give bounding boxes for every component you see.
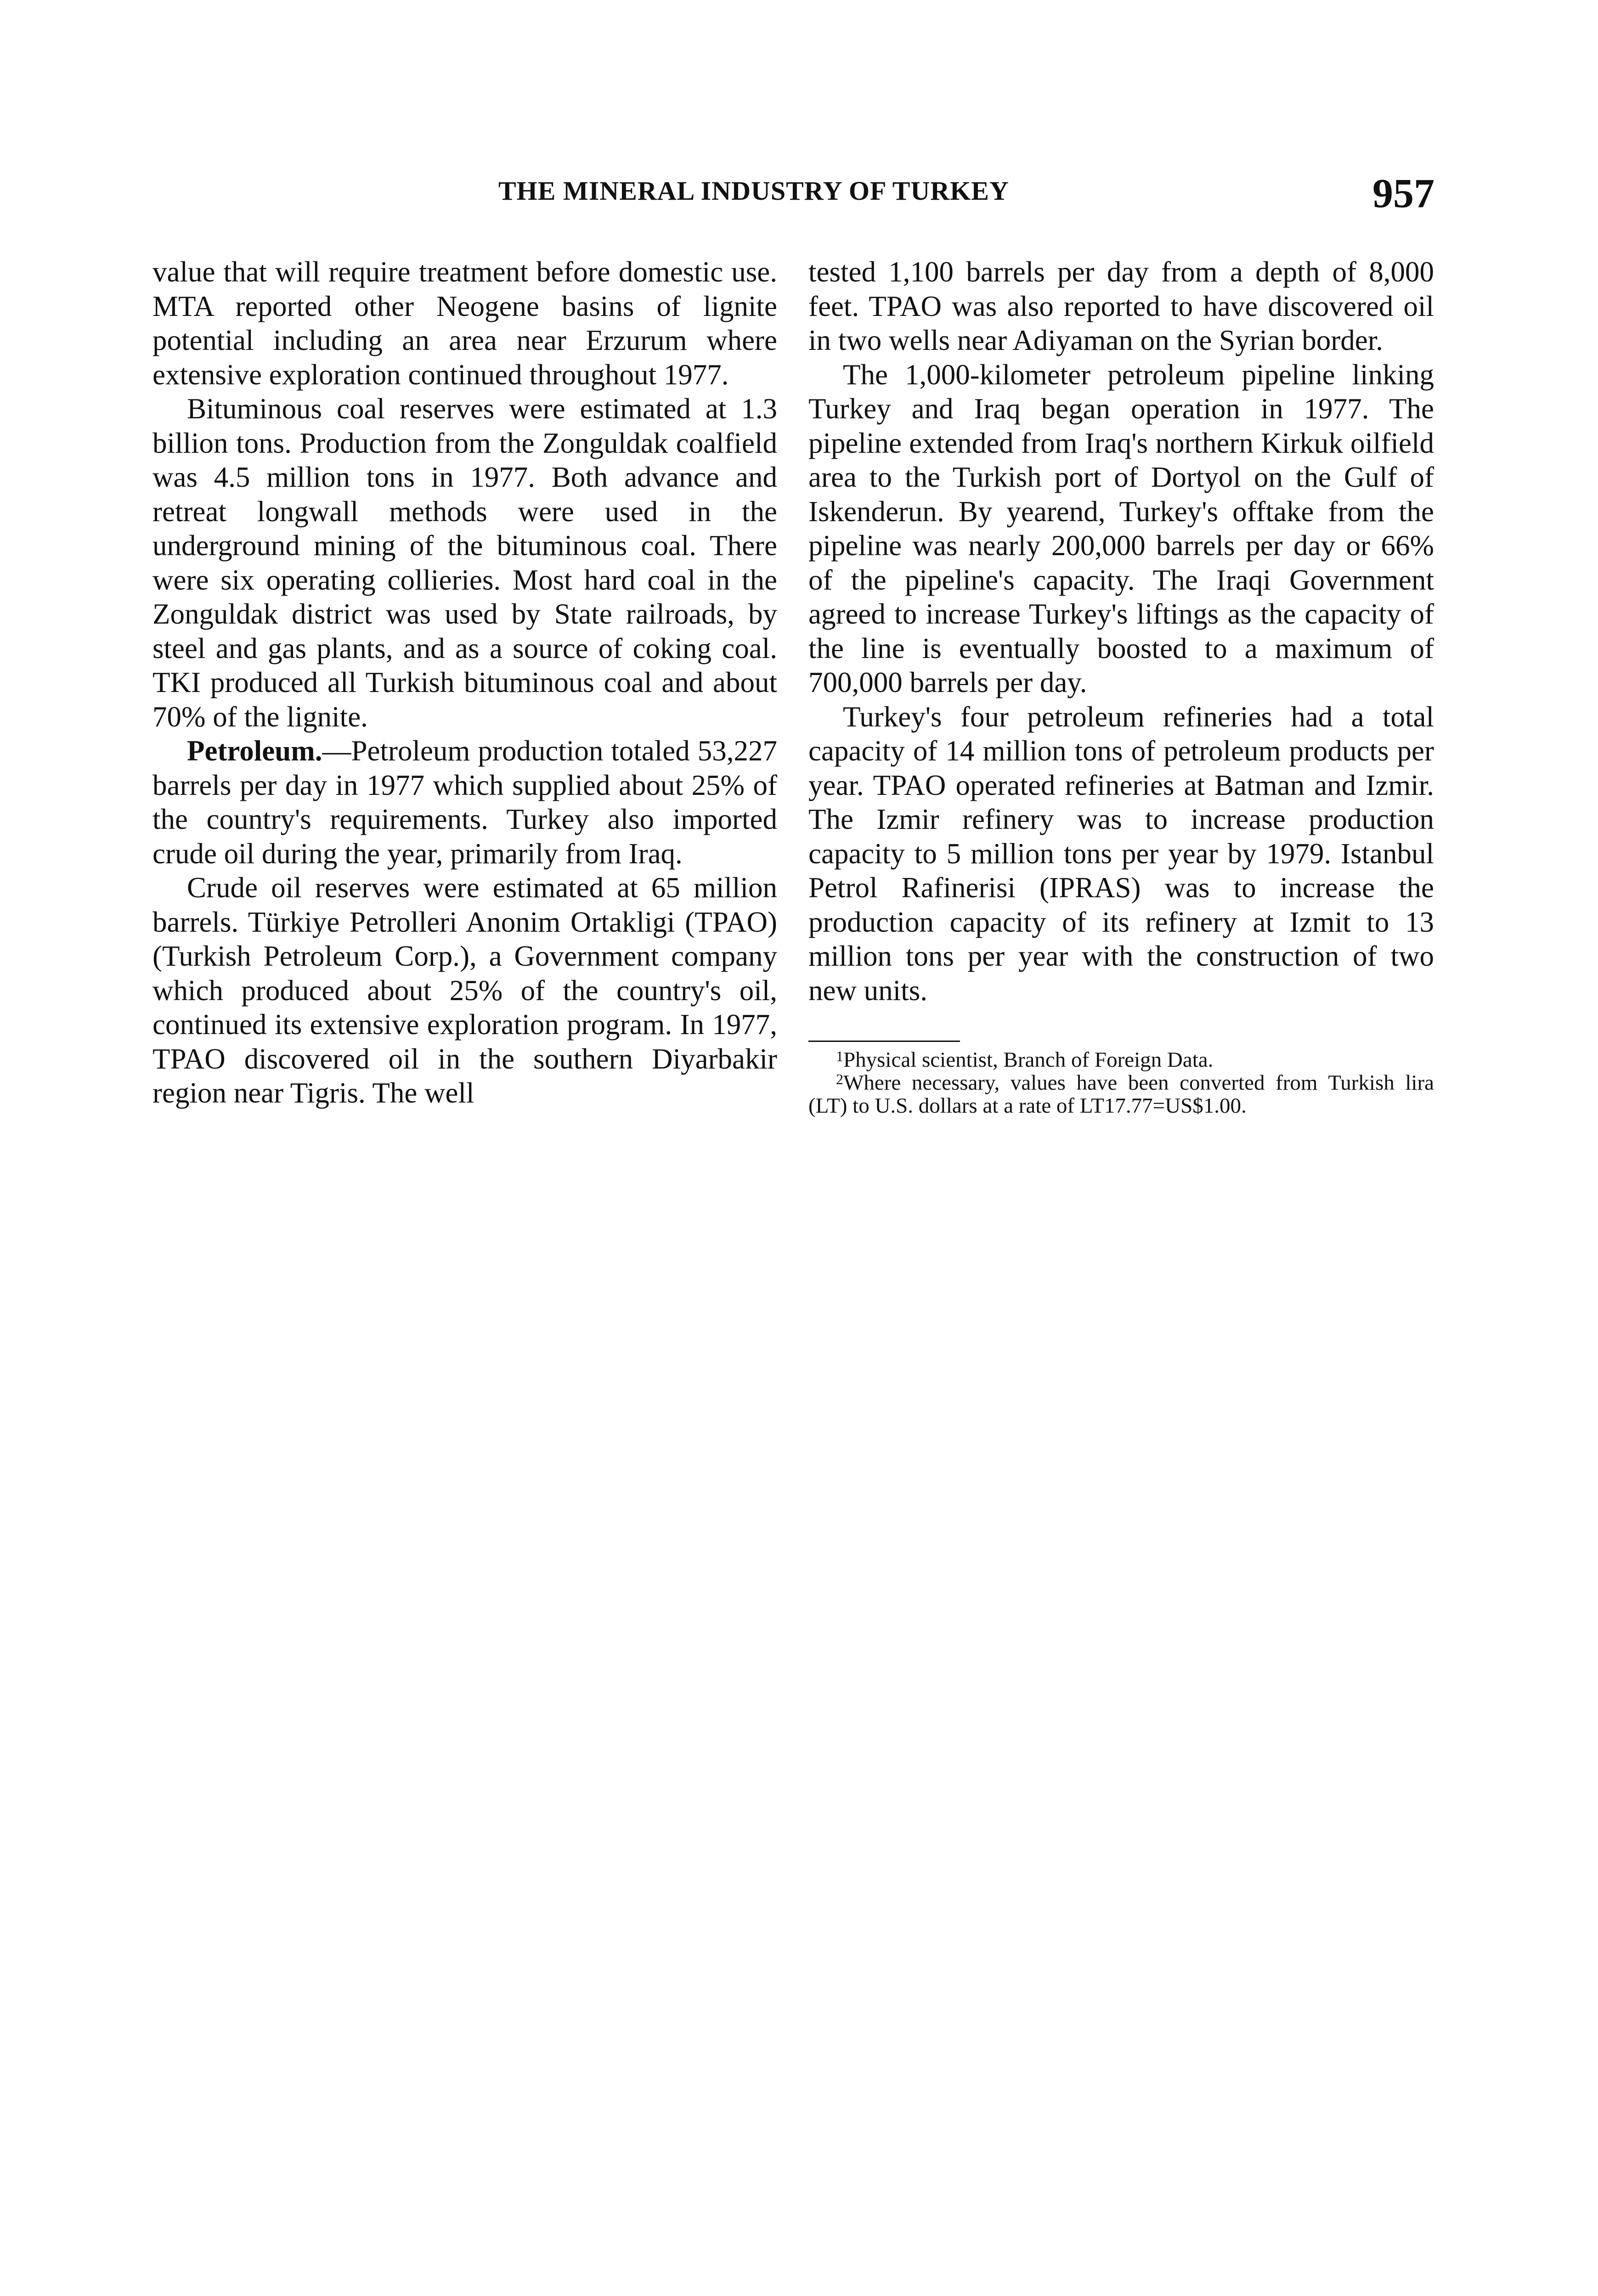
footnote-2 [808,1071,1434,1117]
footnote-text: Where necessary, values have been converted from Turkish lira (LT) to U.S. dollars at a rate of LT17.77=US$1.00. [808,1071,1434,1118]
footnote-1 [808,1048,1434,1071]
footnote-text: Physical scientist, Branch of Foreign Data. [843,1048,1214,1072]
paragraph-crude-oil-reserves: Crude oil reserves were estimated at 65 million barrels. Türkiye Petrolleri Anonim Ortakligi (TPAO) (Turkish Petroleum Corp.), a Government company which produced about 25% of the country's oil, continued its extensive exploration program. In 1977, TPAO discovered oil in the southern Diyarbakir region near Tigris. The well [152,872,777,1109]
paragraph-bituminous-coal: Bituminous coal reserves were estimated at 1.3 billion tons. Production from the Zonguldak coalfield was 4.5 million tons in 1977. Both advance and retreat longwall methods were used in the underground mining of the bituminous coal. There were six operating collieries. Most hard coal in the Zonguldak district was used by State railroads, by steel and gas plants, and as a source of coking coal. TKI produced all Turkish bituminous coal and about 70% of the lignite. [152,393,777,733]
paragraph-refineries: Turkey's four petroleum refineries had a total capacity of 14 million tons of petroleum products per year. TPAO operated refineries at Batman and Izmir. The Izmir refinery was to increase production capacity to 5 million tons per year by 1979. Istanbul Petrol Rafinerisi (IPRAS) was to increase the production capacity of its refinery at Izmit to 13 million tons per year with the construction of two new units. [808,700,1434,1007]
left-column [152,255,777,1110]
section-heading-petroleum: Petroleum. [187,735,322,767]
paragraph-pipeline: The 1,000-kilometer petroleum pipeline linking Turkey and Iraq began operation in 1977. The pipeline extended from Iraq's northern Kirkuk oilfield area to the Turkish port of Dortyol on the Gulf of Iskenderun. By yearend, Turkey's offtake from the pipeline was nearly 200,000 barrels per day or 66% of the pipeline's capacity. The Iraqi Government agreed to increase Turkey's liftings as the capacity of the line is eventually boosted to a maximum of 700,000 barrels per day. [808,358,1434,698]
paragraph-petroleum [152,734,777,871]
footnote-marker: 1 [836,1048,843,1064]
footnote-rule [808,1041,960,1042]
paragraph-well-continued: tested 1,100 barrels per day from a depth of 8,000 feet. TPAO was also reported to have discovered oil in two wells near Adiyaman on the Syrian border. [808,256,1434,356]
footnotes [808,1048,1434,1117]
paragraph-lignite-continued: value that will require treatment before domestic use. MTA reported other Neogene basins of lignite potential including an area near Erzurum where extensive exploration continued throughout 1977. [152,256,777,391]
right-column [808,255,1434,1117]
petroleum-body: —Petroleum production totaled 53,227 barrels per day in 1977 which supplied about 25% of the country's requirements. Turkey also imported crude oil during the year, primarily from Iraq. [152,735,777,870]
page-number: 957 [1372,171,1434,216]
footnote-marker: 2 [836,1071,843,1087]
running-title: THE MINERAL INDUSTRY OF TURKEY [498,176,1009,206]
